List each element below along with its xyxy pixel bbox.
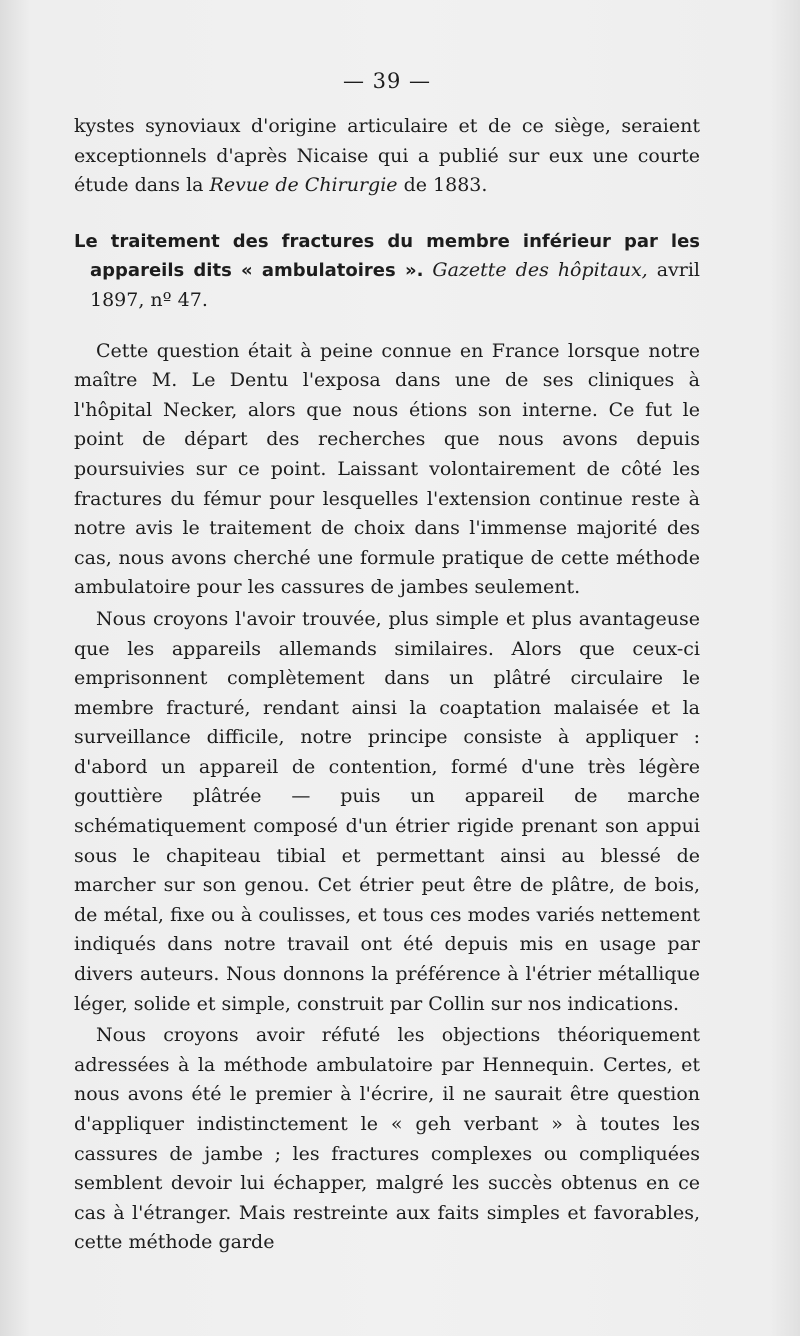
body-paragraph-1: Cette question était à peine connue en France lorsque notre maître M. Le Dentu l'exposa dans une de ses cliniques à l'hôpital Necker, alors que nous étions son interne. Ce fut le point de départ des recherches que nous avons depuis poursuivies sur ce point. Laissant volontairement de côté les fractures du fémur pour lesquelles l'extension continue reste à notre avis le traitement de choix dans l'immense majorité des cas, nous avons cherché une formule pratique de cette méthode ambulatoire pour les cassures de jambes seulement. — [74, 339, 700, 599]
intro-journal-title: Revue de Chirurgie — [209, 174, 398, 197]
body-paragraph-2: Nous croyons l'avoir trouvée, plus simple et plus avantageuse que les appareils allemands similaires. Alors que ceux-ci emprisonnent complètement dans un plâtré circulaire le membre fracturé, rendant ainsi la coaptation malaisée et la surveillance difficile, notre principe consiste à appliquer : d'abord un appareil de contention, formé d'une très légère gouttière plâtrée — puis un appareil de marche schématiquement composé d'un étrier rigide prenant son appui sous le chapiteau tibial et permettant ainsi au blessé de marcher sur son genou. Cet étrier peut être de plâtre, de bois, de métal, fixe ou à coulisses, et tous ces modes variés nettement indiqués dans notre travail ont été depuis mis en usage par divers auteurs. Nous donnons la préférence à l'étrier métallique léger, solide et simple, construit par Collin sur nos indications. — [74, 607, 700, 1015]
intro-text-after: de 1883. — [397, 174, 488, 197]
reference-details: avril 1897, nº 47. — [90, 259, 700, 311]
page-content — [74, 66, 700, 1260]
reference-entry — [74, 227, 700, 316]
reference-journal: Gazette des hôpitaux, — [432, 259, 648, 282]
reference-title: Le traitement des fractures du membre inférieur par les appareils dits « ambulatoires ». — [74, 230, 700, 282]
body-paragraph-3: Nous croyons avoir réfuté les objections théoriquement adressées à la méthode ambulatoire par Hennequin. Certes, et nous avons été le premier à l'écrire, il ne saurait être question d'appliquer indistinctement le « geh verbant » à toutes les cassures de jambe ; les fractures complexes ou compliquées semblent devoir lui échapper, malgré les succès obtenus en ce cas à l'étranger. Mais restreinte aux faits simples et favorables, cette méthode garde — [74, 1024, 700, 1254]
intro-text-before: kystes synoviaux d'origine articulaire et de ce siège, seraient exceptionnels d'après Nicaise qui a publié sur eux une courte étude dans la — [74, 115, 700, 197]
intro-paragraph — [74, 112, 700, 201]
page-number: — 39 — — [342, 69, 432, 93]
